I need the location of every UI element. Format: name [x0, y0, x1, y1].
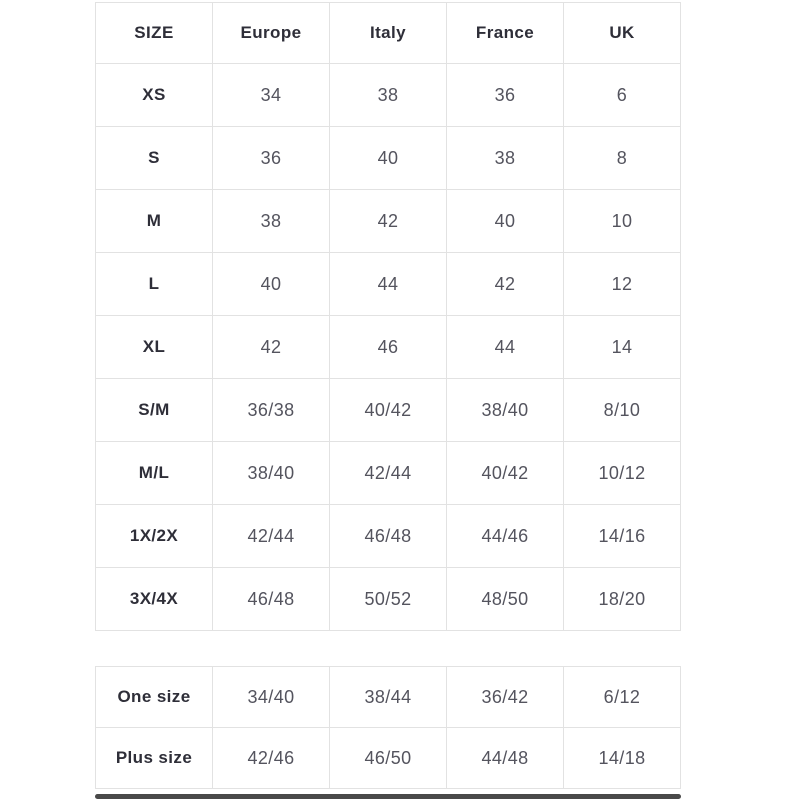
size-value-cell: 50/52 [330, 568, 447, 631]
size-label-cell: M [96, 190, 213, 253]
column-header-uk: UK [564, 3, 681, 64]
size-value-cell: 42/44 [330, 442, 447, 505]
size-value-cell: 42 [213, 316, 330, 379]
size-value-cell: 8/10 [564, 379, 681, 442]
size-value-cell: 34/40 [213, 667, 330, 728]
column-header-europe: Europe [213, 3, 330, 64]
size-value-cell: 14/18 [564, 728, 681, 789]
size-label-cell: XS [96, 64, 213, 127]
size-value-cell: 38/44 [330, 667, 447, 728]
size-label-cell: Plus size [96, 728, 213, 789]
table-row-xs [96, 64, 681, 127]
size-value-cell: 48/50 [447, 568, 564, 631]
size-value-cell: 42/44 [213, 505, 330, 568]
size-value-cell: 46/48 [213, 568, 330, 631]
table-row-s-m [96, 379, 681, 442]
size-value-cell: 38 [330, 64, 447, 127]
size-value-cell: 38 [213, 190, 330, 253]
size-value-cell: 40 [447, 190, 564, 253]
size-value-cell: 40 [330, 127, 447, 190]
size-value-cell: 46/48 [330, 505, 447, 568]
size-value-cell: 44/46 [447, 505, 564, 568]
size-value-cell: 38 [447, 127, 564, 190]
table-row-plus-size [96, 728, 681, 789]
size-value-cell: 36 [213, 127, 330, 190]
size-value-cell: 40/42 [330, 379, 447, 442]
size-value-cell: 18/20 [564, 568, 681, 631]
size-label-cell: One size [96, 667, 213, 728]
size-label-cell: XL [96, 316, 213, 379]
table-row-l [96, 253, 681, 316]
size-label-cell: 3X/4X [96, 568, 213, 631]
column-header-france: France [447, 3, 564, 64]
size-label-cell: S/M [96, 379, 213, 442]
size-value-cell: 40 [213, 253, 330, 316]
table-row-one-size [96, 667, 681, 728]
size-value-cell: 44/48 [447, 728, 564, 789]
size-label-cell: S [96, 127, 213, 190]
table-row-xl [96, 316, 681, 379]
horizontal-scrollbar[interactable] [95, 794, 681, 799]
size-value-cell: 42 [330, 190, 447, 253]
size-value-cell: 6/12 [564, 667, 681, 728]
size-value-cell: 14/16 [564, 505, 681, 568]
size-value-cell: 10 [564, 190, 681, 253]
size-value-cell: 6 [564, 64, 681, 127]
size-value-cell: 34 [213, 64, 330, 127]
table-row-s [96, 127, 681, 190]
table-row-m [96, 190, 681, 253]
size-value-cell: 10/12 [564, 442, 681, 505]
size-value-cell: 42 [447, 253, 564, 316]
size-value-cell: 36 [447, 64, 564, 127]
size-label-cell: 1X/2X [96, 505, 213, 568]
column-header-size: SIZE [96, 3, 213, 64]
size-value-cell: 40/42 [447, 442, 564, 505]
size-label-cell: M/L [96, 442, 213, 505]
one-size-plus-size-table [95, 666, 681, 789]
size-value-cell: 46/50 [330, 728, 447, 789]
size-value-cell: 14 [564, 316, 681, 379]
size-value-cell: 38/40 [213, 442, 330, 505]
size-value-cell: 46 [330, 316, 447, 379]
size-value-cell: 38/40 [447, 379, 564, 442]
size-conversion-table [95, 2, 681, 631]
size-label-cell: L [96, 253, 213, 316]
size-value-cell: 44 [330, 253, 447, 316]
table-header-row [96, 3, 681, 64]
size-value-cell: 36/38 [213, 379, 330, 442]
size-value-cell: 42/46 [213, 728, 330, 789]
size-value-cell: 36/42 [447, 667, 564, 728]
size-value-cell: 44 [447, 316, 564, 379]
size-value-cell: 8 [564, 127, 681, 190]
column-header-italy: Italy [330, 3, 447, 64]
table-row-1x-2x [96, 505, 681, 568]
size-value-cell: 12 [564, 253, 681, 316]
table-row-3x-4x [96, 568, 681, 631]
table-row-m-l [96, 442, 681, 505]
